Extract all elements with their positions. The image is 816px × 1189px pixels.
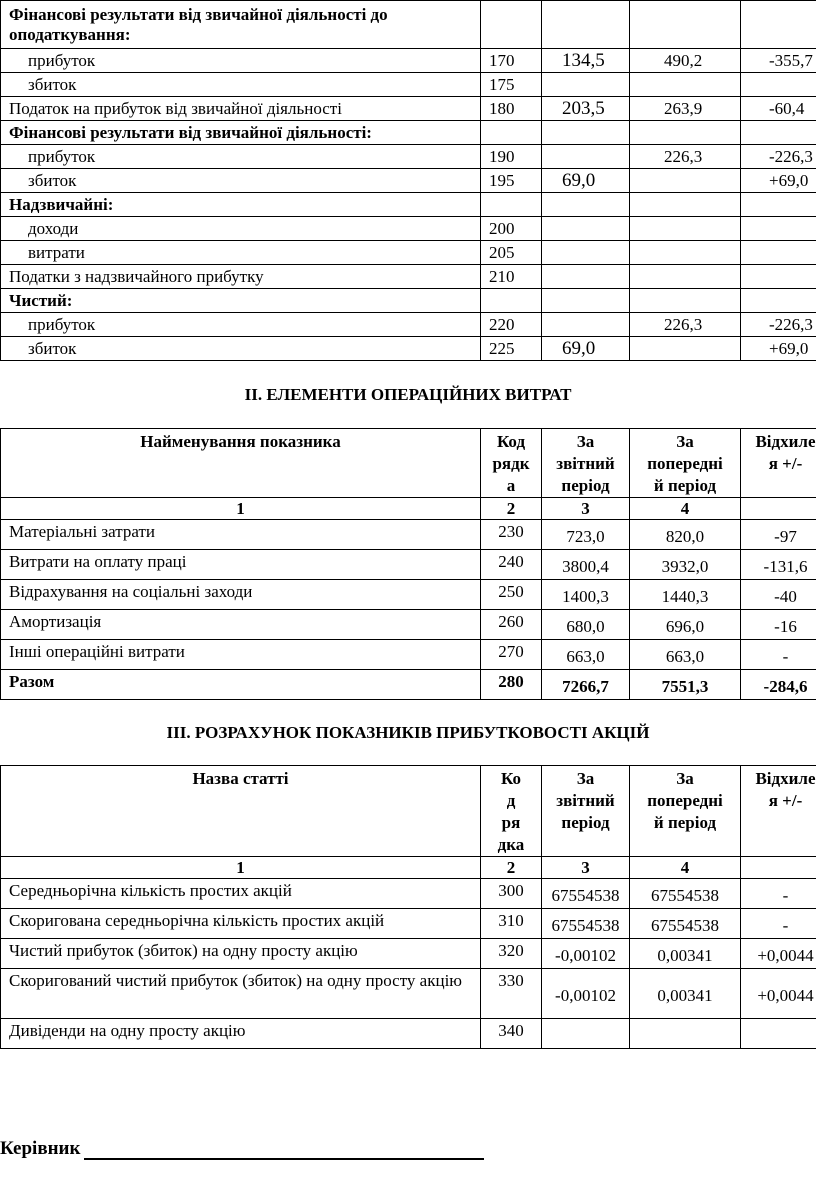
column-number: 1 [1,498,481,520]
deviation-value [741,1,816,49]
header-line: Відхиле [755,432,816,451]
row-code: 330 [481,969,542,1019]
row-label: Чистий: [1,289,481,313]
table-row [1,145,816,169]
header-line: рядк [492,454,530,473]
table-row [1,909,816,939]
previous-value: 0,00341 [630,939,741,969]
header-line: а [506,476,516,495]
table-row [1,1019,816,1049]
previous-value: 820,0 [630,520,741,550]
current-value: 69,0 [542,169,630,193]
column-number: 3 [542,857,630,879]
table-row [1,550,816,580]
header-line: За [676,769,694,788]
row-code: 220 [481,313,542,337]
current-value: -0,00102 [542,969,630,1019]
column-header [741,429,816,498]
column-header [481,766,542,857]
previous-value [630,265,741,289]
header-line: Ко [501,769,521,788]
current-value [542,265,630,289]
row-label: доходи [1,217,481,241]
financial-results-table [0,0,816,361]
signature-line [0,1138,484,1160]
row-code [481,193,542,217]
column-header [481,429,542,498]
current-value [542,313,630,337]
column-number-row [1,857,816,879]
previous-value [630,241,741,265]
column-header [542,429,630,498]
row-label: витрати [1,241,481,265]
header-line: За [676,432,694,451]
deviation-value [741,217,816,241]
previous-value: 226,3 [630,313,741,337]
section2-title: ІІ. ЕЛЕМЕНТИ ОПЕРАЦІЙНИХ ВИТРАТ [244,385,572,404]
deviation-value: +69,0 [741,337,816,361]
row-code: 190 [481,145,542,169]
current-value [542,121,630,145]
column-number: 3 [542,498,630,520]
row-code: 340 [481,1019,542,1049]
table-row [1,121,816,145]
column-header [630,429,741,498]
row-label: Матеріальні затрати [1,520,481,550]
previous-value: 67554538 [630,879,741,909]
row-label: Витрати на оплату праці [1,550,481,580]
current-value: -0,00102 [542,939,630,969]
previous-value [630,1,741,49]
row-code: 210 [481,265,542,289]
row-label: Амортизація [1,610,481,640]
previous-value [630,73,741,97]
row-code: 200 [481,217,542,241]
deviation-value [741,73,816,97]
column-header [1,766,481,857]
header-line: я +/- [768,454,803,473]
table-row [1,241,816,265]
previous-value: 0,00341 [630,969,741,1019]
operating-costs-table [0,428,816,700]
previous-value: 696,0 [630,610,741,640]
header-line: Відхиле [755,769,816,788]
row-code: 205 [481,241,542,265]
current-value [542,1019,630,1049]
deviation-value [741,1019,816,1049]
current-value [542,289,630,313]
column-number-row [1,498,816,520]
row-code: 195 [481,169,542,193]
column-number: 2 [481,498,542,520]
row-label: Відрахування на соціальні заходи [1,580,481,610]
deviation-value: -40 [741,580,816,610]
table-row [1,265,816,289]
deviation-value: - [741,879,816,909]
table-row [1,610,816,640]
deviation-value: +69,0 [741,169,816,193]
deviation-value: -226,3 [741,313,816,337]
row-code: 250 [481,580,542,610]
row-label: Фінансові результати від звичайної діяльності до оподаткування: [1,1,481,49]
row-label: Фінансові результати від звичайної діяльності: [1,121,481,145]
table-row [1,73,816,97]
header-row [1,429,816,498]
header-line: я +/- [768,791,803,810]
row-code: 175 [481,73,542,97]
table-row [1,337,816,361]
current-value [542,1,630,49]
row-label: Дивіденди на одну просту акцію [1,1019,481,1049]
deviation-value: -284,6 [741,670,816,700]
previous-value [630,121,741,145]
previous-value: 226,3 [630,145,741,169]
header-line: попередні [647,454,723,473]
table-row [1,520,816,550]
header-line: й період [653,476,717,495]
previous-value [630,193,741,217]
column-header [1,429,481,498]
row-code: 280 [481,670,542,700]
row-label: Скоригована середньорічна кількість простих акцій [1,909,481,939]
current-value [542,145,630,169]
current-value: 203,5 [542,97,630,121]
row-label: збиток [1,169,481,193]
table-row [1,580,816,610]
column-header [741,766,816,857]
deviation-value: -16 [741,610,816,640]
table-row [1,969,816,1019]
table-row [1,169,816,193]
deviation-value [741,289,816,313]
current-value: 1400,3 [542,580,630,610]
header-line: дка [497,835,525,854]
header-line: За [576,769,595,788]
header-row [1,766,816,857]
row-code: 270 [481,640,542,670]
row-code: 300 [481,879,542,909]
row-code: 180 [481,97,542,121]
row-code: 240 [481,550,542,580]
deviation-value [741,193,816,217]
share-profitability-table [0,765,816,1049]
column-header [630,766,741,857]
current-value: 67554538 [542,879,630,909]
table-row [1,1,816,49]
header-line: Код [496,432,526,451]
row-code: 170 [481,49,542,73]
table-row [1,879,816,909]
table-row [1,670,816,700]
deviation-value: - [741,640,816,670]
table-row [1,289,816,313]
row-label: Інші операційні витрати [1,640,481,670]
row-label: збиток [1,73,481,97]
previous-value [630,337,741,361]
previous-value: 1440,3 [630,580,741,610]
previous-value: 67554538 [630,909,741,939]
current-value: 134,5 [542,49,630,73]
signature-label: Керівник [0,1138,81,1159]
current-value: 663,0 [542,640,630,670]
header-line: Найменування показника [140,432,341,451]
header-line: звітний [556,791,615,810]
current-value: 69,0 [542,337,630,361]
deviation-value: +0,0044 [741,939,816,969]
signature-blank [84,1138,484,1160]
previous-value [630,1019,741,1049]
row-label: Надзвичайні: [1,193,481,217]
row-label: прибуток [1,49,481,73]
previous-value [630,169,741,193]
table-row [1,49,816,73]
table-row [1,313,816,337]
row-label: Податок на прибуток від звичайної діяльності [1,97,481,121]
deviation-value: -97 [741,520,816,550]
current-value: 723,0 [542,520,630,550]
deviation-value: -226,3 [741,145,816,169]
deviation-value [741,121,816,145]
header-line: ря [501,813,521,832]
row-code: 310 [481,909,542,939]
previous-value [630,289,741,313]
header-line: попередні [647,791,723,810]
previous-value: 3932,0 [630,550,741,580]
column-number [741,498,816,520]
table-row [1,939,816,969]
column-number: 2 [481,857,542,879]
current-value [542,217,630,241]
section3-title: ІІІ. РОЗРАХУНОК ПОКАЗНИКІВ ПРИБУТКОВОСТІ АКЦІЙ [166,723,650,742]
previous-value: 7551,3 [630,670,741,700]
header-line: період [561,476,610,495]
row-label: Середньорічна кількість простих акцій [1,879,481,909]
deviation-value: - [741,909,816,939]
row-code: 320 [481,939,542,969]
current-value [542,241,630,265]
previous-value: 490,2 [630,49,741,73]
current-value [542,73,630,97]
row-code: 225 [481,337,542,361]
row-label: прибуток [1,313,481,337]
header-line: період [561,813,610,832]
row-label: Податки з надзвичайного прибутку [1,265,481,289]
row-label: Разом [1,670,481,700]
column-number [741,857,816,879]
row-code [481,121,542,145]
previous-value: 663,0 [630,640,741,670]
row-code: 230 [481,520,542,550]
header-line: Назва статті [192,769,289,788]
deviation-value: -355,7 [741,49,816,73]
current-value: 67554538 [542,909,630,939]
current-value: 3800,4 [542,550,630,580]
row-code [481,289,542,313]
header-line: звітний [556,454,615,473]
table-row [1,193,816,217]
deviation-value: -60,4 [741,97,816,121]
column-header [542,766,630,857]
current-value [542,193,630,217]
previous-value [630,217,741,241]
row-label: прибуток [1,145,481,169]
table-row [1,97,816,121]
table-row [1,217,816,241]
column-number: 4 [630,857,741,879]
row-label: Чистий прибуток (збиток) на одну просту акцію [1,939,481,969]
row-label: збиток [1,337,481,361]
current-value: 7266,7 [542,670,630,700]
deviation-value: -131,6 [741,550,816,580]
row-code [481,1,542,49]
header-line: й період [653,813,717,832]
column-number: 1 [1,857,481,879]
row-label: Скоригований чистий прибуток (збиток) на одну просту акцію [1,969,481,1019]
header-line: д [506,791,516,810]
current-value: 680,0 [542,610,630,640]
previous-value: 263,9 [630,97,741,121]
table-row [1,640,816,670]
deviation-value: +0,0044 [741,969,816,1019]
deviation-value [741,265,816,289]
header-line: За [576,432,595,451]
row-code: 260 [481,610,542,640]
column-number: 4 [630,498,741,520]
deviation-value [741,241,816,265]
